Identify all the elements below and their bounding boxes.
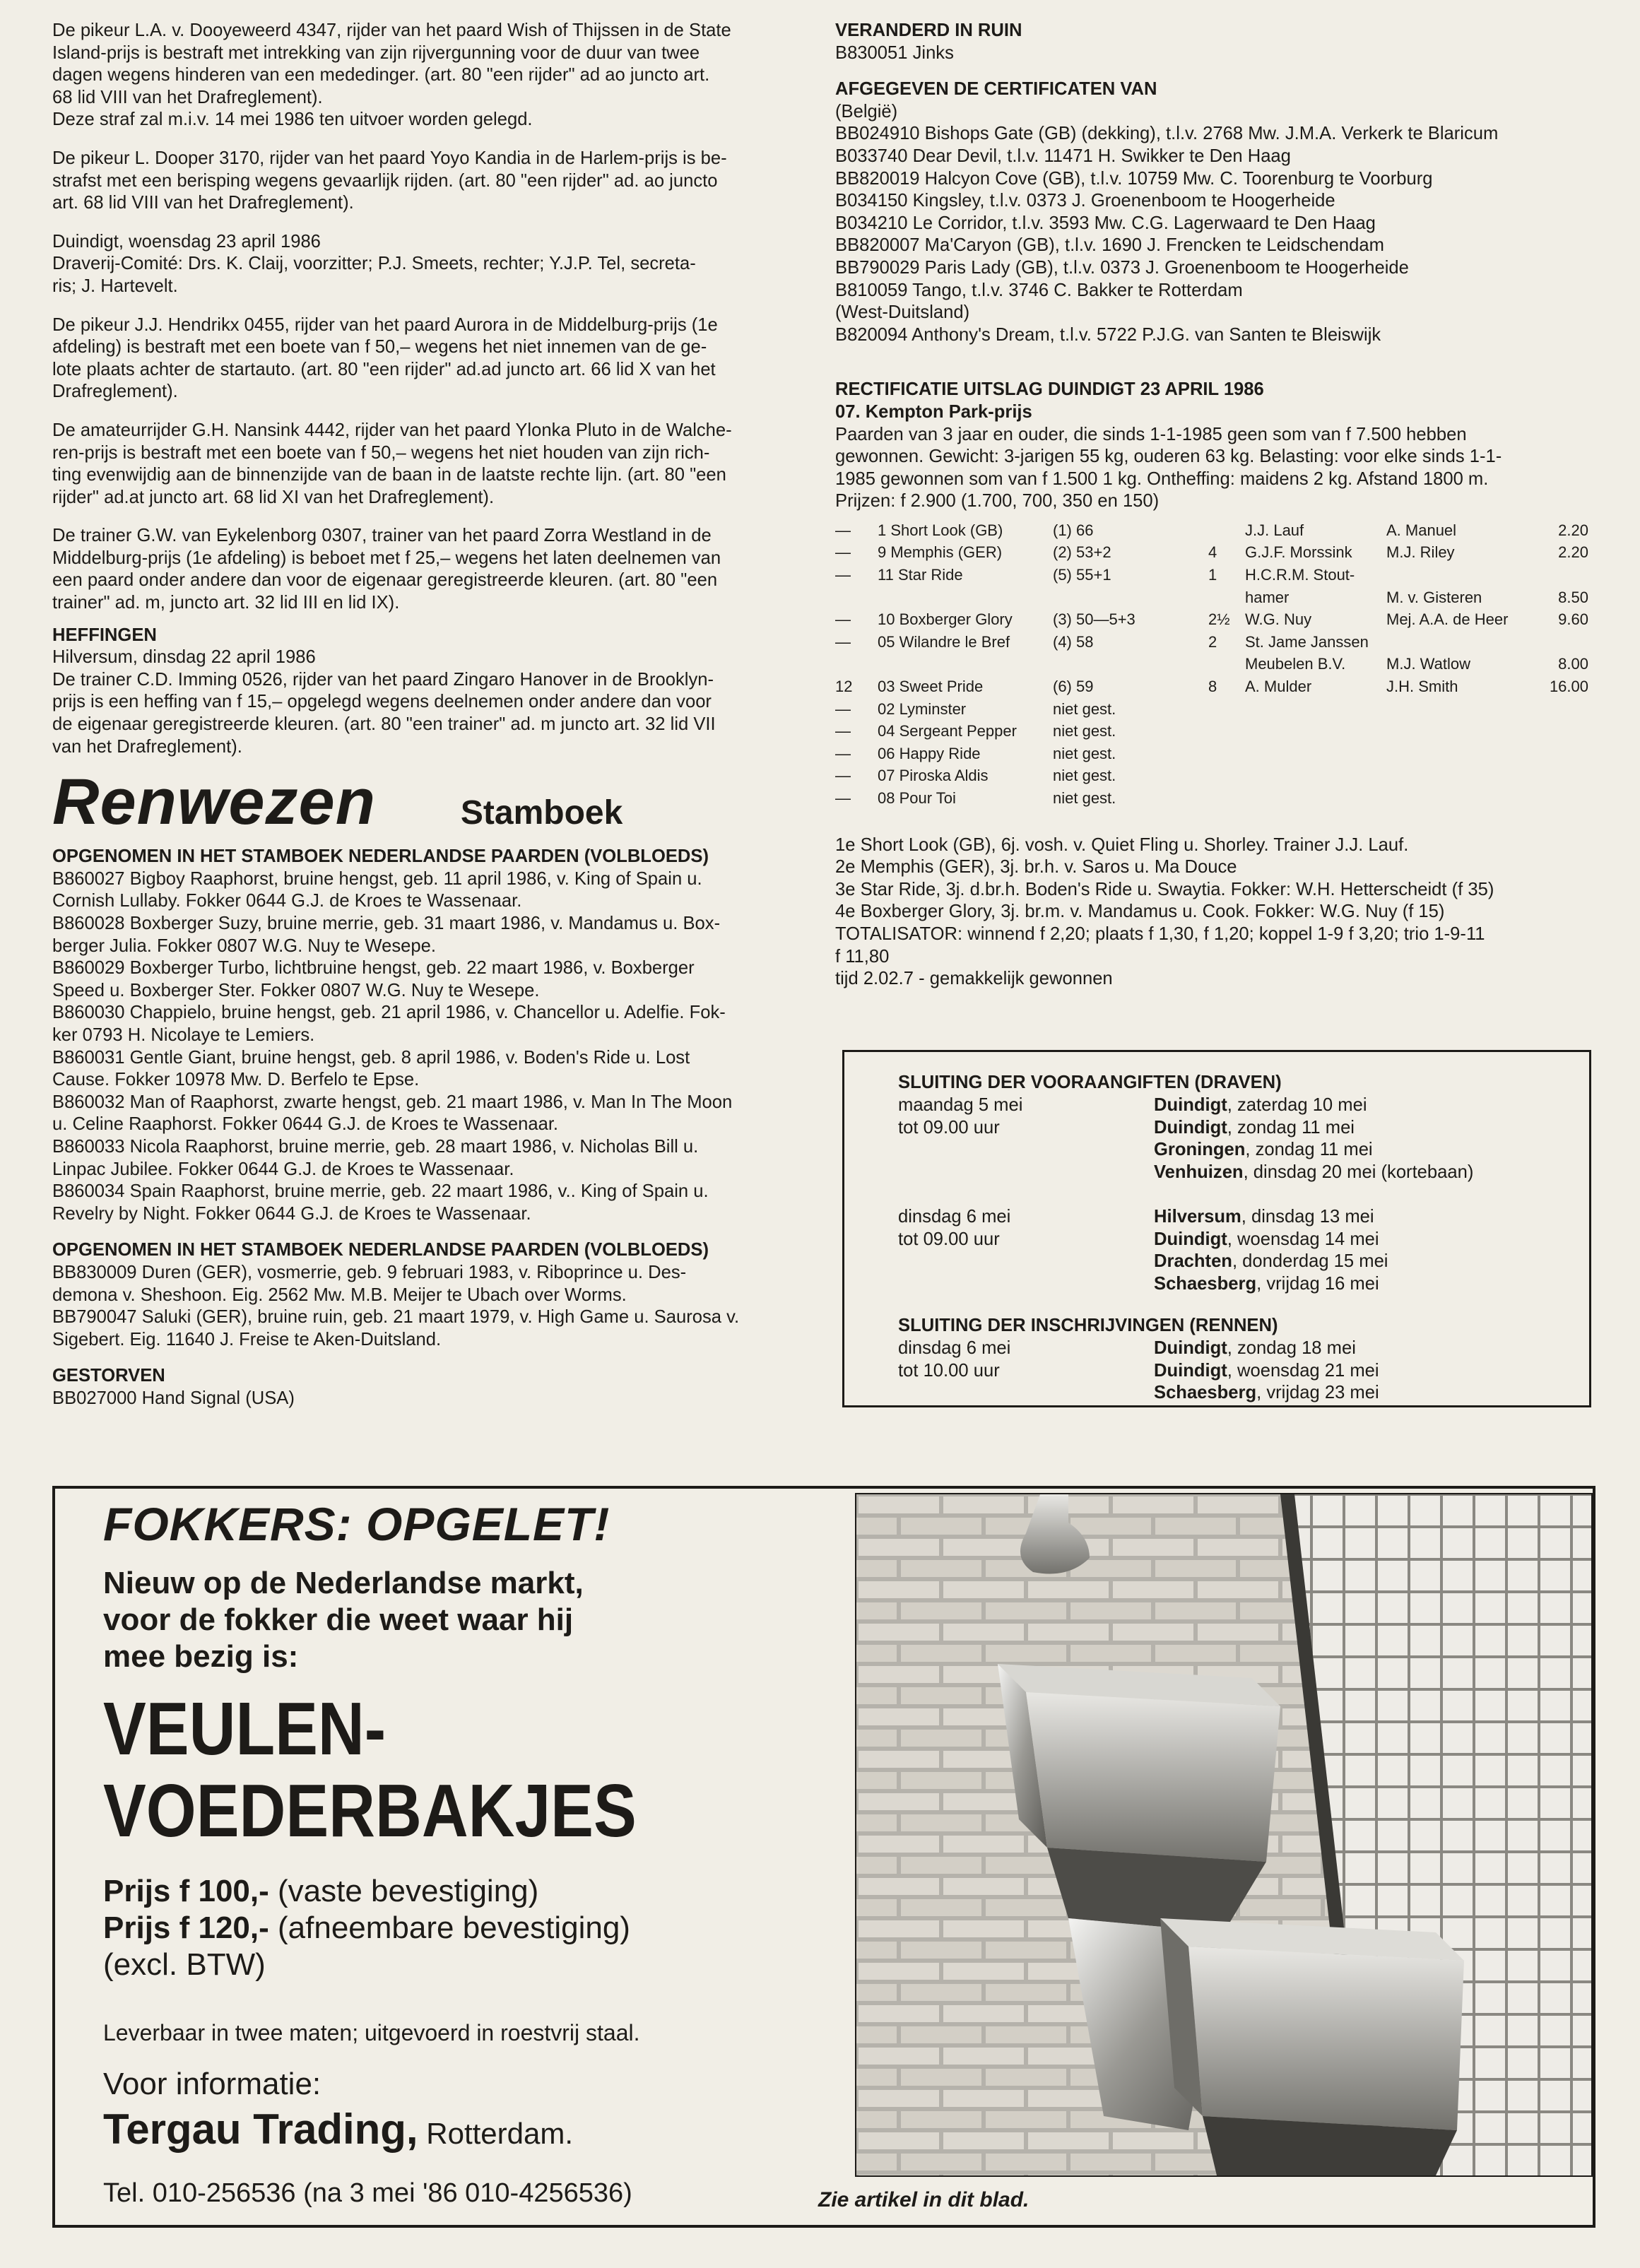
text-line: dagen wegens hinderen van een mededinger. (art. 80 "een rijder" ad ao juncto art. — [52, 65, 710, 85]
weight: niet gest. — [1053, 699, 1116, 718]
weight: (6) 59 — [1053, 678, 1094, 696]
text-line: een paard onder andere dan voor de eigenaar geregistreerde kleuren. (art. 80 "een — [52, 570, 718, 591]
horse-name: 07 Piroska Aldis — [878, 767, 989, 785]
horse-name: 04 Sergeant Pepper — [878, 722, 1017, 740]
result-status: — — [835, 767, 851, 785]
text-line: art. 68 lid VIII van het Drafreglement). — [52, 193, 354, 213]
date: , dinsdag 20 mei (kortebaan) — [1243, 1162, 1474, 1182]
weight: (1) 66 — [1053, 521, 1094, 539]
venue: Hilversum — [1154, 1207, 1241, 1227]
text-line: 3e Star Ride, 3j. d.br.h. Boden's Ride u. Swaytia. Fokker: W.H. Hetterscheidt (f 35) — [835, 879, 1494, 899]
table-row — [835, 589, 1588, 611]
distance: 4 — [1208, 543, 1217, 562]
date-line — [1154, 1229, 1388, 1251]
sluiting-box — [842, 1050, 1591, 1407]
ad-leverbaar: Leverbaar in twee maten; uitgevoerd in roestvrij staal. — [103, 2020, 640, 2045]
odds — [1532, 722, 1588, 745]
horse-name — [878, 589, 1053, 611]
weight — [1053, 589, 1208, 611]
result-status: 12 — [835, 678, 853, 696]
certificaten-list — [835, 101, 1595, 347]
date-line — [1154, 1206, 1388, 1229]
photo-caption: Zie artikel in dit blad. — [818, 2188, 1030, 2211]
volbloeds-list-1 — [52, 868, 813, 1226]
para-hendrikx — [52, 314, 813, 403]
trainer: J.H. Smith — [1386, 678, 1458, 696]
ad-telephone: Tel. 010-256536 (na 3 mei '86 010-4256536) — [103, 2178, 632, 2208]
trainer — [1386, 789, 1532, 812]
text-line: De amateurrijder G.H. Nansink 4442, rijder van het paard Ylonka Pluto in de Walche- — [52, 420, 732, 440]
text-line: BB790029 Paris Lady (GB), t.l.v. 0373 J. Groenenboom te Hoogerheide — [835, 257, 1409, 278]
distance: 2½ — [1208, 610, 1230, 629]
text-line: prijs is een heffing van f 15,– opgelegd wegens deelnemen onder andere dan voor — [52, 692, 712, 712]
date: , zondag 11 mei — [1245, 1140, 1373, 1160]
trainer — [1386, 700, 1532, 723]
text-line: 2e Memphis (GER), 3j. br.h. v. Saros u. Ma Douce — [835, 857, 1237, 878]
text-line: gewonnen. Gewicht: 3-jarigen 55 kg, ouderen 63 kg. Belasting: voor elke sinds 1-1- — [835, 447, 1502, 467]
vooraangiften-deadline-1 — [898, 1094, 1022, 1139]
date-line — [1154, 1382, 1379, 1405]
advertisement — [52, 1486, 1595, 2228]
table-row — [835, 655, 1588, 678]
company-city: Rotterdam. — [418, 2117, 574, 2150]
para-nansink — [52, 420, 813, 509]
text-line: B860034 Spain Raaphorst, bruine merrie, geb. 22 maart 1986, v.. King of Spain u. — [52, 1181, 709, 1202]
rider — [1245, 700, 1386, 723]
horse-name: 06 Happy Ride — [878, 744, 981, 762]
weight: (4) 58 — [1053, 632, 1094, 651]
horse-name: 10 Boxberger Glory — [878, 610, 1013, 629]
date-line — [1154, 1094, 1473, 1117]
text-line: mee bezig is: — [103, 1639, 299, 1674]
text-line: f 11,80 — [835, 946, 890, 967]
gestorven-heading: GESTORVEN — [52, 1366, 165, 1386]
text-line: De pikeur L.A. v. Dooyeweerd 4347, rijder van het paard Wish of Thijssen in de State — [52, 20, 731, 40]
trainer: M.J. Riley — [1386, 543, 1455, 562]
text-line: voor de fokker die weet waar hij — [103, 1602, 574, 1637]
text-line: dinsdag 6 mei — [898, 1338, 1011, 1358]
venue: Schaesberg — [1154, 1383, 1257, 1403]
text-line: BB830009 Duren (GER), vosmerrie, geb. 9 februari 1983, v. Riboprince u. Des- — [52, 1262, 687, 1282]
text-line: tot 10.00 uur — [898, 1360, 1000, 1381]
venue: Duindigt — [1154, 1095, 1227, 1115]
text-line: B860029 Boxberger Turbo, lichtbruine hengst, geb. 22 maart 1986, v. Boxberger — [52, 958, 695, 979]
distance — [1208, 789, 1245, 812]
race-conditions — [835, 424, 1595, 513]
rectificatie-heading: RECTIFICATIE UITSLAG DUINDIGT 23 APRIL 1986 — [835, 379, 1264, 400]
text-line: Draverij-Comité: Drs. K. Claij, voorzitter; P.J. Smeets, rechter; Y.J.P. Tel, secreta- — [52, 254, 696, 274]
text-line: Sigebert. Eig. 11640 J. Freise te Aken-Duitsland. — [52, 1329, 442, 1349]
date-line — [1154, 1273, 1388, 1296]
text-line: BB790047 Saluki (GER), bruine ruin, geb. 21 maart 1979, v. High Game u. Saurosa v. — [52, 1307, 740, 1328]
weight: niet gest. — [1053, 722, 1116, 740]
text-line: BB820019 Halcyon Cove (GB), t.l.v. 10759 Mw. C. Toorenburg te Voorburg — [835, 168, 1433, 189]
odds: 9.60 — [1558, 610, 1588, 629]
gestorven-list — [52, 1388, 813, 1410]
rider: St. Jame Janssen — [1245, 632, 1369, 651]
text-line: 1e Short Look (GB), 6j. vosh. v. Quiet Fling u. Shorley. Trainer J.J. Lauf. — [835, 834, 1409, 855]
result-status: — — [835, 789, 851, 807]
text-line: B860033 Nicola Raaphorst, bruine merrie, geb. 28 maart 1986, v. Nicholas Bill u. — [52, 1136, 699, 1157]
text-line: B034210 Le Corridor, t.l.v. 3593 Mw. C.G. Lagerwaard te Den Haag — [835, 213, 1376, 233]
rider: G.J.F. Morssink — [1245, 543, 1352, 562]
table-row — [835, 722, 1588, 745]
text-line: Paarden van 3 jaar en ouder, die sinds 1-1-1985 geen som van f 7.500 hebben — [835, 424, 1467, 444]
result-status — [835, 655, 878, 678]
text-line: De trainer G.W. van Eykelenborg 0307, trainer van het paard Zorra Westland in de — [52, 526, 712, 546]
date: , donderdag 15 mei — [1232, 1251, 1388, 1272]
text-line: Deze straf zal m.i.v. 14 mei 1986 ten uitvoer worden gelegd. — [52, 110, 533, 130]
text-line: ker 0793 H. Nicolaye te Lemiers. — [52, 1024, 315, 1045]
distance — [1208, 700, 1245, 723]
feeding-trough-photo — [855, 1493, 1593, 2177]
result-status: — — [835, 566, 851, 584]
text-line: Speed u. Boxberger Ster. Fokker 0807 W.G. Nuy te Wesepe. — [52, 980, 540, 1000]
table-row — [835, 678, 1588, 700]
table-row — [835, 633, 1588, 656]
date-line — [1154, 1117, 1473, 1140]
result-status: — — [835, 699, 851, 718]
distance — [1208, 589, 1245, 611]
weight: (2) 53+2 — [1053, 543, 1111, 562]
rider — [1245, 789, 1386, 812]
ad-info-label: Voor informatie: — [103, 2067, 321, 2101]
table-row — [835, 566, 1588, 589]
trainer: M. v. Gisteren — [1386, 588, 1482, 606]
text-line: B860030 Chappielo, bruine hengst, geb. 21 april 1986, v. Chancellor u. Adelfie. Fok- — [52, 1003, 726, 1023]
left-column — [52, 20, 813, 1410]
venue: Drachten — [1154, 1251, 1232, 1272]
text-line: trainer" ad. m, juncto art. 32 lid III en lid IX). — [52, 593, 400, 613]
text-line: B830051 Jinks — [835, 42, 954, 63]
date: , vrijdag 23 mei — [1256, 1383, 1379, 1403]
text-line: BB024910 Bishops Gate (GB) (dekking), t.l.v. 2768 Mw. J.M.A. Verkerk te Blaricum — [835, 124, 1499, 144]
distance: 8 — [1208, 678, 1217, 696]
date: , zaterdag 10 mei — [1227, 1095, 1367, 1115]
odds — [1532, 566, 1588, 589]
text-line: Revelry by Night. Fokker 0644 G.J. de Kroes te Wassenaar. — [52, 1203, 531, 1224]
ruin-heading: VERANDERD IN RUIN — [835, 20, 1022, 40]
text-line: ris; J. Hartevelt. — [52, 276, 178, 296]
para-duindigt-comite — [52, 231, 813, 298]
volbloeds-list-2 — [52, 1262, 813, 1351]
date-line — [1154, 1360, 1379, 1383]
odds: 2.20 — [1558, 543, 1588, 562]
text-line: dinsdag 6 mei — [898, 1207, 1011, 1227]
text-line: Island-prijs is bestraft met intrekking van zijn rijvergunning voor de duur van twee — [52, 42, 700, 63]
distance: 2 — [1208, 632, 1217, 651]
text-line: Nieuw op de Nederlandse markt, — [103, 1566, 584, 1600]
text-line: VOEDERBAKJES — [103, 1769, 637, 1853]
text-line: (België) — [835, 101, 898, 122]
horse-name: 08 Pour Toi — [878, 789, 956, 807]
certificaten-heading: AFGEGEVEN DE CERTIFICATEN VAN — [835, 79, 1157, 100]
horse-name — [878, 655, 1053, 678]
vooraangiften-deadline-2 — [898, 1206, 1010, 1251]
trainer — [1386, 566, 1532, 589]
text-line: van het Drafreglement). — [52, 736, 242, 757]
horse-name: 02 Lyminster — [878, 699, 967, 718]
trainer — [1386, 633, 1532, 656]
price-2: Prijs f 120,- — [103, 1910, 269, 1945]
text-line: tot 09.00 uur — [898, 1229, 1000, 1249]
price-2-note: (afneembare bevestiging) — [269, 1910, 630, 1945]
distance — [1208, 521, 1245, 544]
text-line: 1985 gewonnen som van f 1.500 1 kg. Ontheffing: maidens 2 kg. Afstand 1800 m. — [835, 468, 1489, 489]
table-row — [835, 767, 1588, 789]
odds — [1532, 633, 1588, 656]
table-row — [835, 700, 1588, 723]
venue: Venhuizen — [1154, 1162, 1244, 1182]
date: , vrijdag 16 mei — [1256, 1273, 1379, 1294]
text-line: de eigenaar geregistreerde kleuren. (art. 80 "een trainer" ad. m juncto art. 32 lid VII — [52, 714, 716, 735]
ad-prices — [103, 1873, 630, 1983]
company-name: Tergau Trading, — [103, 2105, 418, 2153]
para-eykelenborg — [52, 525, 813, 614]
heffingen-text — [52, 646, 813, 758]
text-line: Duindigt, woensdag 23 april 1986 — [52, 231, 321, 252]
text-line: demona v. Sheshoon. Eig. 2562 Mw. M.B. Meijer te Ubach over Worms. — [52, 1284, 627, 1305]
text-line: 4e Boxberger Glory, 3j. br.m. v. Mandamus u. Cook. Fokker: W.G. Nuy (f 15) — [835, 902, 1445, 922]
date-line — [1154, 1251, 1388, 1273]
venue: Duindigt — [1154, 1360, 1227, 1381]
text-line: VEULEN- — [103, 1687, 387, 1771]
result-status: — — [835, 744, 851, 762]
odds — [1532, 700, 1588, 723]
trainer: A. Manuel — [1386, 521, 1457, 539]
text-line: rijder" ad.at juncto art. 68 lid XI van het Drafreglement). — [52, 487, 495, 507]
date-line — [1154, 1337, 1379, 1360]
race-name: 07. Kempton Park-prijs — [835, 401, 1032, 422]
text-line: afdeling) is bestraft met een boete van f 50,– wegens het niet innemen van de ge- — [52, 337, 707, 358]
date: , zondag 11 mei — [1227, 1117, 1355, 1138]
result-status: — — [835, 521, 851, 539]
text-line: u. Celine Raaphorst. Fokker 0644 G.J. de Kroes te Wassenaar. — [52, 1114, 559, 1135]
results-table — [835, 521, 1588, 812]
text-line: tijd 2.02.7 - gemakkelijk gewonnen — [835, 969, 1113, 989]
date-line — [1154, 1162, 1473, 1184]
trainer: M.J. Watlow — [1386, 655, 1470, 673]
rider: A. Mulder — [1245, 678, 1312, 696]
text-line: B860027 Bigboy Raaphorst, bruine hengst, geb. 11 april 1986, v. King of Spain u. — [52, 868, 702, 889]
weight: niet gest. — [1053, 767, 1116, 785]
text-line: B810059 Tango, t.l.v. 3746 C. Bakker te Rotterdam — [835, 280, 1243, 300]
ad-company — [103, 2105, 573, 2154]
odds — [1532, 745, 1588, 767]
table-row — [835, 543, 1588, 566]
text-line: TOTALISATOR: winnend f 2,20; plaats f 1,30, f 1,20; koppel 1-9 f 3,20; trio 1-9-11 — [835, 923, 1485, 944]
vooraangiften-heading: SLUITING DER VOORAANGIFTEN (DRAVEN) — [898, 1073, 1282, 1092]
vooraangiften-dates-1 — [1154, 1094, 1473, 1183]
trainer — [1386, 745, 1532, 767]
ad-headline: FOKKERS: OPGELET! — [103, 1498, 610, 1550]
text-line: 68 lid VIII van het Drafreglement). — [52, 87, 323, 107]
rider: H.C.R.M. Stout- — [1245, 566, 1355, 584]
table-row — [835, 789, 1588, 812]
rider — [1245, 745, 1386, 767]
placings-list — [835, 834, 1595, 991]
renwezen-title: Renwezen — [52, 766, 376, 839]
price-1-note: (vaste bevestiging) — [269, 1874, 539, 1908]
distance — [1208, 745, 1245, 767]
ruin-list — [835, 42, 1595, 65]
ad-intro — [103, 1565, 584, 1675]
text-line: Middelburg-prijs (1e afdeling) is beboet met f 25,– wegens het laten deelnemen van — [52, 548, 721, 568]
rider: J.J. Lauf — [1245, 521, 1304, 539]
rider — [1245, 722, 1386, 745]
text-line: Cornish Lullaby. Fokker 0644 G.J. de Kroes te Wassenaar. — [52, 891, 522, 911]
text-line: Cause. Fokker 10978 Mw. D. Berfelo te Epse. — [52, 1070, 420, 1090]
result-status: — — [835, 722, 851, 740]
text-line: tot 09.00 uur — [898, 1117, 1000, 1138]
weight — [1053, 655, 1208, 678]
btw-note: (excl. BTW) — [103, 1947, 266, 1982]
result-status: — — [835, 543, 851, 562]
trainer — [1386, 767, 1532, 789]
table-row — [835, 745, 1588, 767]
text-line: ting evenwijdig aan de binnenzijde van de baan in de laatste rechte lijn. (art. 80 "een — [52, 465, 726, 485]
date: , zondag 18 mei — [1227, 1338, 1356, 1358]
text-line: B820094 Anthony's Dream, t.l.v. 5722 P.J.G. van Santen te Bleiswijk — [835, 324, 1381, 345]
text-line: Linpac Jubilee. Fokker 0644 G.J. de Kroes te Wassenaar. — [52, 1159, 514, 1179]
renwezen-header — [52, 766, 813, 839]
text-line: Prijzen: f 2.900 (1.700, 700, 350 en 150) — [835, 491, 1160, 512]
weight: niet gest. — [1053, 789, 1116, 807]
horse-name: 9 Memphis (GER) — [878, 543, 1003, 562]
text-line: De trainer C.D. Imming 0526, rijder van het paard Zingaro Hanover in de Brooklyn- — [52, 669, 714, 690]
weight: (3) 50—5+3 — [1053, 610, 1135, 629]
odds — [1532, 789, 1588, 812]
text-line: Drafreglement). — [52, 382, 178, 402]
odds: 2.20 — [1558, 521, 1588, 539]
date-line — [1154, 1139, 1473, 1162]
result-status: — — [835, 632, 851, 651]
odds: 16.00 — [1549, 678, 1588, 696]
price-1: Prijs f 100,- — [103, 1874, 269, 1908]
volbloeds-heading-2: OPGENOMEN IN HET STAMBOEK NEDERLANDSE PAARDEN (VOLBLOEDS) — [52, 1240, 709, 1260]
text-line: B860028 Boxberger Suzy, bruine merrie, geb. 31 maart 1986, v. Mandamus u. Box- — [52, 914, 721, 933]
para-dooyeweerd — [52, 20, 813, 131]
text-line: B033740 Dear Devil, t.l.v. 11471 H. Swikker te Den Haag — [835, 146, 1291, 166]
text-line: De pikeur L. Dooper 3170, rijder van het paard Yoyo Kandia in de Harlem-prijs is be- — [52, 148, 727, 168]
distance — [1208, 767, 1245, 789]
result-status — [835, 589, 878, 611]
date: , woensdag 14 mei — [1227, 1229, 1379, 1249]
horse-name: 1 Short Look (GB) — [878, 521, 1003, 539]
horse-name: 11 Star Ride — [878, 566, 963, 584]
heffingen-heading: HEFFINGEN — [52, 625, 157, 645]
vooraangiften-dates-2 — [1154, 1206, 1388, 1295]
odds — [1532, 767, 1588, 789]
text-line: maandag 5 mei — [898, 1095, 1023, 1115]
venue: Duindigt — [1154, 1338, 1227, 1358]
distance: 1 — [1208, 566, 1217, 584]
text-line: B860032 Man of Raaphorst, zwarte hengst, geb. 21 maart 1986, v. Man In The Moon — [52, 1092, 733, 1112]
venue: Duindigt — [1154, 1229, 1227, 1249]
odds: 8.00 — [1558, 655, 1588, 673]
distance — [1208, 655, 1245, 678]
text-line: De pikeur J.J. Hendrikx 0455, rijder van het paard Aurora in de Middelburg-prijs (1e — [52, 314, 718, 335]
text-line: (West-Duitsland) — [835, 302, 970, 323]
inschrijvingen-deadline — [898, 1337, 1010, 1382]
horse-name: 05 Wilandre le Bref — [878, 632, 1010, 651]
venue: Groningen — [1154, 1140, 1246, 1160]
venue: Duindigt — [1154, 1117, 1227, 1138]
inschrijvingen-heading: SLUITING DER INSCHRIJVINGEN (RENNEN) — [898, 1316, 1278, 1335]
distance — [1208, 722, 1245, 745]
stamboek-title: Stamboek — [460, 794, 623, 832]
rider: Meubelen B.V. — [1245, 655, 1346, 673]
text-line: Hilversum, dinsdag 22 april 1986 — [52, 647, 316, 668]
weight: niet gest. — [1053, 744, 1116, 762]
inschrijvingen-dates — [1154, 1337, 1379, 1405]
weight: (5) 55+1 — [1053, 566, 1111, 584]
result-status: — — [835, 610, 851, 629]
text-line: B034150 Kingsley, t.l.v. 0373 J. Groenenboom te Hoogerheide — [835, 191, 1335, 211]
trainer — [1386, 722, 1532, 745]
volbloeds-heading-1: OPGENOMEN IN HET STAMBOEK NEDERLANDSE PAARDEN (VOLBLOEDS) — [52, 846, 709, 867]
text-line: lote plaats achter de startauto. (art. 80 "een rijder" ad.ad juncto art. 66 lid X van het — [52, 359, 716, 379]
rider: hamer — [1245, 588, 1290, 606]
table-row — [835, 521, 1588, 544]
table-row — [835, 610, 1588, 633]
date: , woensdag 21 mei — [1227, 1360, 1379, 1381]
text-line: B860031 Gentle Giant, bruine hengst, geb. 8 april 1986, v. Boden's Ride u. Lost — [52, 1047, 690, 1068]
text-line: strafst met een berisping wegens gevaarlijk rijden. (art. 80 "een rijder" ad. ao juncto — [52, 170, 718, 191]
ad-product-name — [103, 1688, 637, 1852]
horse-name: 03 Sweet Pride — [878, 678, 984, 696]
rider — [1245, 767, 1386, 789]
text-line: BB820007 Ma'Caryon (GB), t.l.v. 1690 J. Frencken te Leidschendam — [835, 235, 1384, 256]
right-column — [835, 20, 1595, 991]
odds: 8.50 — [1558, 588, 1588, 606]
text-line: BB027000 Hand Signal (USA) — [52, 1388, 295, 1408]
text-line: berger Julia. Fokker 0807 W.G. Nuy te Wesepe. — [52, 935, 436, 956]
text-line: ren-prijs is bestraft met een boete van f 50,– wegens het niet houden van zijn rich- — [52, 442, 710, 463]
venue: Schaesberg — [1154, 1273, 1257, 1294]
date: , dinsdag 13 mei — [1241, 1207, 1374, 1227]
trainer: Mej. A.A. de Heer — [1386, 610, 1509, 629]
rider: W.G. Nuy — [1245, 610, 1312, 629]
para-dooper — [52, 148, 813, 215]
